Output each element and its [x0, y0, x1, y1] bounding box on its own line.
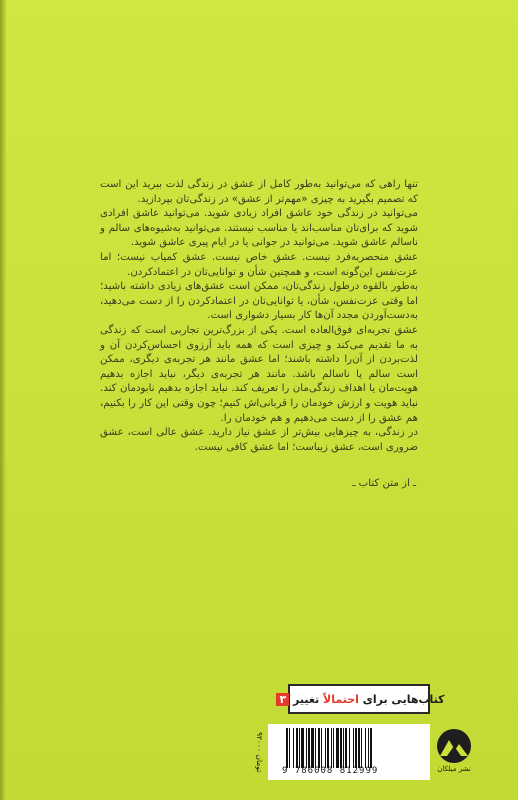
series-prefix: کتاب‌هایی برای [362, 692, 445, 706]
series-number: ۳ [276, 693, 289, 706]
blurb-text [100, 178, 418, 455]
barcode [286, 728, 414, 768]
isbn-number: 9 786008 812999 [282, 766, 379, 776]
blurb-paragraph-6: در زندگی، به چیزهایی بیش‌تر از عشق نیاز دارید. عشق عالی است، عشق ضروری است، عشق زیباست؛ اما عشق کافی نیست. [100, 427, 418, 453]
publisher-logo [432, 728, 476, 780]
barcode-bar [372, 728, 374, 768]
blurb-paragraph-5: عشق تجربه‌ای فوق‌العاده است. یکی از بزرگ‌ترین تجاربی است که زندگی به ما تقدیم می‌کند و چیزی است که همه باید آرزوی احساس‌کردن آن و لذت‌بردن از آن‌را داشته باشند؛ اما عشق مانند هر تجربه‌ی دیگری، ممکن است سالم یا ناسالم باشد. مانند هر تجربه‌ی دیگر، نباید اجازه بدهیم هویت‌مان یا اهداف زندگی‌مان را تعریف کند. نباید اجازه بدهیم نابودمان کند. نباید هویت و ارزش خودمان را قربانی‌اش کنیم؛ چون وقتی این کار را بکنیم، هم عشق را از دست می‌دهیم و هم خودمان را. [100, 324, 418, 424]
mountains-logo-icon [435, 728, 473, 764]
spine-edge [0, 0, 6, 800]
source-note: ـ از متن کتاب ـ [352, 478, 416, 489]
price-label: ۹۲۰۰۰ تومان [255, 732, 264, 773]
blurb-paragraph-1: تنها راهی که می‌توانید به‌طور کامل از عشق در زندگی لذت ببرید این است که تصمیم بگیرید به چیزی «مهم‌تر از عشق» در زندگی‌تان بپردازید. [100, 179, 418, 205]
series-suffix: تغییر [293, 692, 320, 706]
blurb-paragraph-4: به‌طور بالقوه درطول زندگی‌تان، ممکن است عشق‌های زیادی داشته باشید؛ اما وقتی عزت‌نفس، شأن، یا توانایی‌تان در اعتمادکردن را از دست می‌دهید، به‌دست‌آوردن مجدد آن‌ها کار بسیار دشواری است. [100, 281, 418, 322]
blurb-paragraph-3: عشق منحصربه‌فرد نیست. عشق خاص نیست. عشق کمیاب نیست؛ اما عزت‌نفس این‌گونه است، و همچنین شأن و توانایی‌تان در اعتمادکردن. [100, 251, 418, 278]
publisher-name: نشر میلکان [437, 765, 471, 773]
series-label [279, 684, 445, 714]
series-highlight: احتمالاً [323, 692, 359, 706]
blurb-paragraph-2: می‌توانید در زندگی خود عاشق افراد زیادی شوید. می‌توانید عاشق افرادی شوید که برای‌تان مناسب‌اند یا مناسب نیستند. می‌توانید به‌شیوه‌های سالم و ناسالم عاشق شوید. می‌توانید در جوانی یا در ایام پیری عاشق شوید. [100, 208, 418, 249]
